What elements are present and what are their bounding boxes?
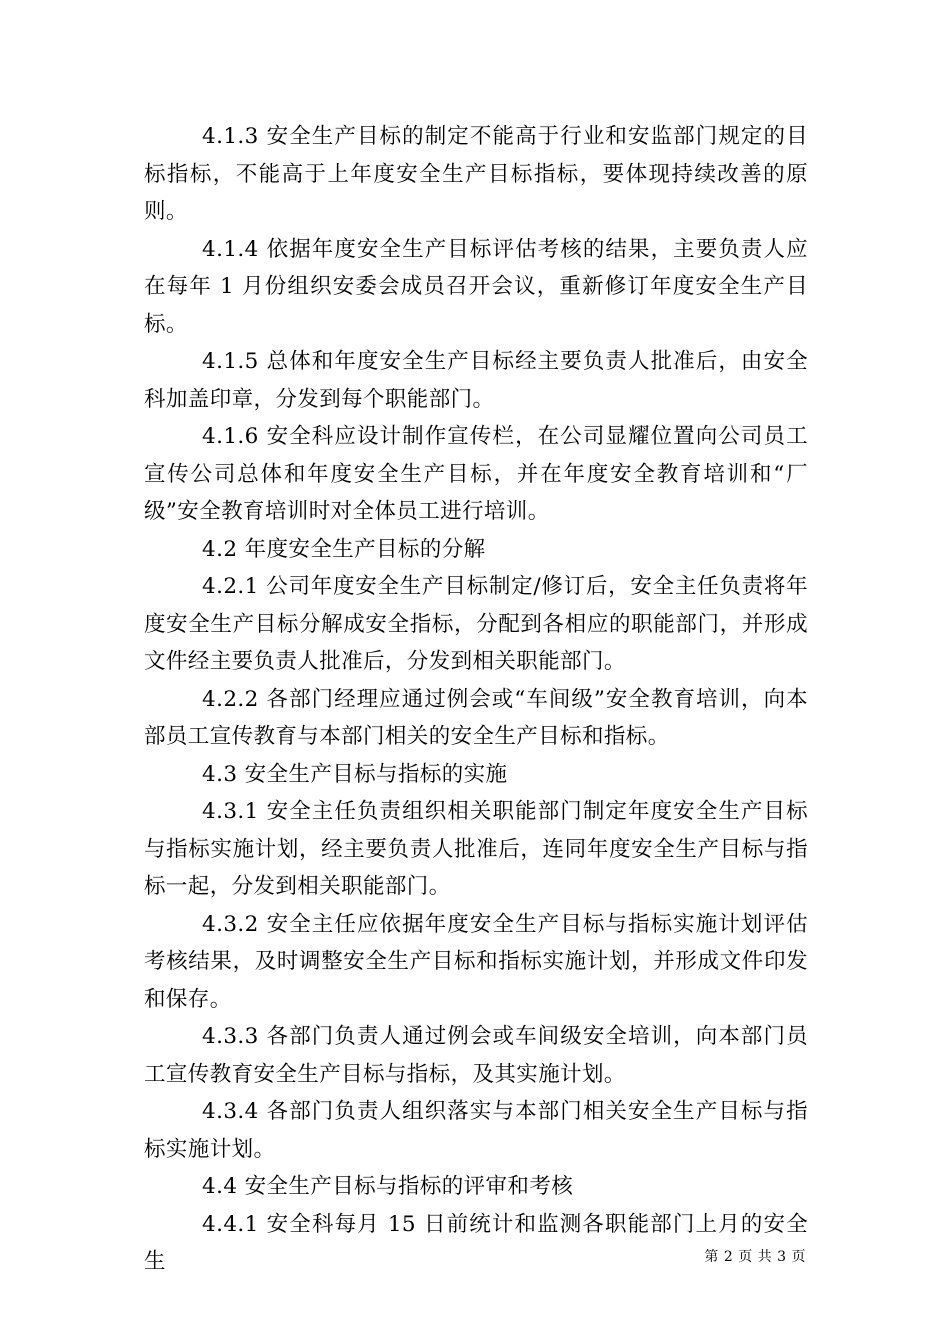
paragraph-4-1-3: 4.1.3 安全生产目标的制定不能高于行业和安监部门规定的目标指标，不能高于上年度安全生产目标指标，要体现持续改善的原则。 — [144, 124, 808, 224]
paragraph-4-3-1: 4.3.1 安全主任负责组织相关职能部门制定年度安全生产目标与指标实施计划，经主要负责人批准后，连同年度安全生产目标与指标一起，分发到相关职能部门。 — [144, 799, 808, 899]
paragraph-4-3-3: 4.3.3 各部门负责人通过例会或车间级安全培训，向本部门员工宣传教育安全生产目标与指标，及其实施计划。 — [144, 1024, 808, 1087]
paragraph-4-1-6: 4.1.6 安全科应设计制作宣传栏，在公司显耀位置向公司员工宣传公司总体和年度安全生产目标，并在年度安全教育培训和“厂级”安全教育培训时对全体员工进行培训。 — [144, 424, 808, 524]
section-heading-4-2: 4.2 年度安全生产目标的分解 — [202, 536, 486, 562]
paragraph-4-1-5: 4.1.5 总体和年度安全生产目标经主要负责人批准后，由安全科加盖印章，分发到每个职能部门。 — [144, 349, 808, 412]
section-heading-4-3: 4.3 安全生产目标与指标的实施 — [202, 761, 508, 787]
document-body — [144, 118, 808, 1281]
page-number-footer: 第 2 页 共 3 页 — [704, 1249, 806, 1265]
section-heading-4-4: 4.4 安全生产目标与指标的评审和考核 — [202, 1174, 574, 1199]
paragraph-4-3-4: 4.3.4 各部门负责人组织落实与本部门相关安全生产目标与指标实施计划。 — [144, 1099, 808, 1162]
paragraph-4-4-1: 4.4.1 安全科每月 15 日前统计和监测各职能部门上月的安全生 — [144, 1211, 808, 1274]
paragraph-4-1-4: 4.1.4 依据年度安全生产目标评估考核的结果，主要负责人应在每年 1 月份组织安委会成员召开会议，重新修订年度安全生产目标。 — [144, 236, 808, 337]
paragraph-4-2-1: 4.2.1 公司年度安全生产目标制定/修订后，安全主任负责将年度安全生产目标分解成安全指标，分配到各相应的职能部门，并形成文件经主要负责人批准后，分发到相关职能部门。 — [144, 574, 808, 674]
paragraph-4-3-2: 4.3.2 安全主任应依据年度安全生产目标与指标实施计划评估考核结果，及时调整安全生产目标和指标实施计划，并形成文件印发和保存。 — [144, 911, 808, 1012]
paragraph-4-2-2: 4.2.2 各部门经理应通过例会或“车间级”安全教育培训，向本部员工宣传教育与本部门相关的安全生产目标和指标。 — [144, 686, 808, 749]
